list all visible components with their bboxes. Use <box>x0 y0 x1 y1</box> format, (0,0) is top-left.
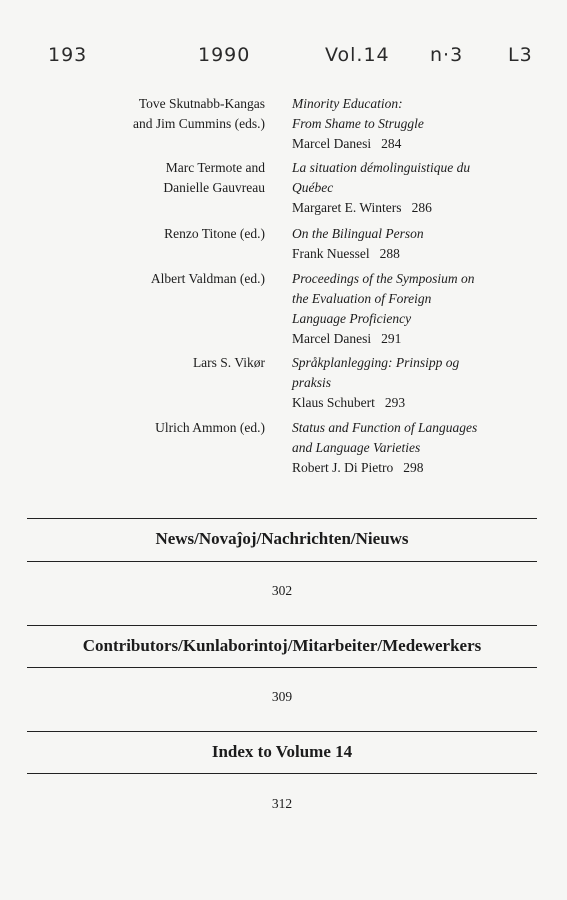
review-title: Québec <box>292 180 334 195</box>
review-author: Tove Skutnabb-Kangas and Jim Cummins (eds.) <box>133 96 265 131</box>
section-page-number: 302 <box>271 583 293 598</box>
section-heading: Contributors/Kunlaborintoj/Mitarbeiter/Medewerkers <box>82 636 482 655</box>
reviewer-name: Marcel Danesi <box>292 136 372 151</box>
review-title: Proceedings of the Symposium on <box>292 271 475 286</box>
handwritten-note: n·3 <box>430 44 464 66</box>
review-page-number: 298 <box>403 460 424 475</box>
reviewer-name: Robert J. Di Pietro <box>292 460 394 475</box>
horizontal-rule <box>27 561 537 562</box>
review-work <box>292 353 542 413</box>
reviewer-line <box>292 393 542 413</box>
review-page-number: 293 <box>384 395 406 410</box>
reviewer-line <box>292 458 542 478</box>
review-work <box>292 158 542 218</box>
reviewer-line <box>292 134 542 154</box>
review-page-number: 291 <box>381 331 402 346</box>
review-author: Albert Valdman (ed.) <box>150 271 265 286</box>
reviewer-line <box>292 329 542 349</box>
review-title: Minority Education: <box>292 96 403 111</box>
section-heading: Index to Volume 14 <box>211 742 353 761</box>
review-page-number: 286 <box>411 200 432 215</box>
review-work <box>292 269 542 349</box>
horizontal-rule <box>27 625 537 626</box>
review-title: On the Bilingual Person <box>292 226 424 241</box>
horizontal-rule <box>27 773 537 774</box>
review-title: Status and Function of Languages <box>292 420 478 435</box>
horizontal-rule <box>27 731 537 732</box>
review-title: La situation démolinguistique du <box>292 160 471 175</box>
reviewer-name: Klaus Schubert <box>292 395 375 410</box>
section-heading: News/Novaĵoj/Nachrichten/Nieuws <box>155 529 409 548</box>
section-page-number: 309 <box>271 689 293 704</box>
review-author: Marc Termote and Danielle Gauvreau <box>163 160 265 195</box>
review-work <box>292 224 542 264</box>
review-author: Renzo Titone (ed.) <box>164 226 265 241</box>
review-work <box>292 418 542 478</box>
handwritten-note: L3 <box>508 44 533 66</box>
handwritten-note: 1990 <box>198 44 251 66</box>
review-title: Språkplanlegging: Prinsipp og <box>292 355 460 370</box>
review-title: Language Proficiency <box>292 311 412 326</box>
handwritten-note: 193 <box>48 44 88 66</box>
reviewer-line <box>292 244 542 264</box>
review-title: the Evaluation of Foreign <box>292 291 432 306</box>
review-page-number: 288 <box>379 246 400 261</box>
horizontal-rule <box>27 518 537 519</box>
review-work <box>292 94 542 154</box>
reviewer-name: Margaret E. Winters <box>292 200 402 215</box>
review-author: Lars S. Vikør <box>192 355 265 370</box>
review-page-number: 284 <box>381 136 402 151</box>
review-title: and Language Varieties <box>292 440 421 455</box>
horizontal-rule <box>27 667 537 668</box>
review-title: From Shame to Struggle <box>292 116 424 131</box>
reviewer-name: Marcel Danesi <box>292 331 372 346</box>
reviewer-line <box>292 198 542 218</box>
section-page-number: 312 <box>271 796 293 811</box>
review-title: praksis <box>292 375 332 390</box>
handwritten-note: Vol.14 <box>325 44 390 66</box>
review-author: Ulrich Ammon (ed.) <box>155 420 265 435</box>
reviewer-name: Frank Nuessel <box>292 246 370 261</box>
